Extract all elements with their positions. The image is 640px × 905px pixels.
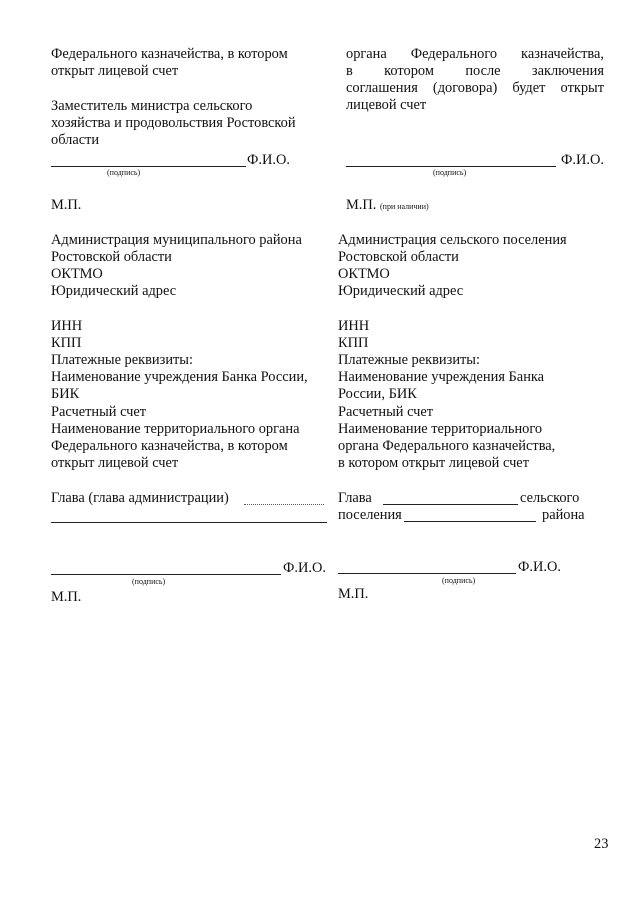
left-fio-label: Ф.И.О. xyxy=(247,152,290,168)
municipal-req-3: Платежные реквизиты: xyxy=(51,352,193,368)
rural-head-label: Глава xyxy=(338,490,372,506)
municipal-req-2: КПП xyxy=(51,335,82,351)
rural-req-3: Платежные реквизиты: xyxy=(338,352,480,368)
municipal-line-1: Администрация муниципального района xyxy=(51,232,302,248)
rural-head-suffix: сельского xyxy=(520,490,580,506)
rural-line-1: Администрация сельского поселения xyxy=(338,232,567,248)
municipal-line-4: Юридический адрес xyxy=(51,283,177,299)
left-signature-caption: (подпись) xyxy=(107,168,141,177)
municipal-signature-line xyxy=(51,574,281,575)
right-mp-note: (при наличии) xyxy=(380,202,429,211)
right-mp-label: М.П. (при наличии) xyxy=(346,197,429,213)
rural-req-8: органа Федерального казначейства, xyxy=(338,438,556,454)
left-top-line-2: открыт лицевой счет xyxy=(51,63,179,79)
rural-line-3: ОКТМО xyxy=(338,266,390,282)
rural-signature-caption: (подпись) xyxy=(442,576,476,585)
rural-req-6: Расчетный счет xyxy=(338,404,434,420)
rural-req-9: в котором открыт лицевой счет xyxy=(338,455,529,471)
rural-line-4: Юридический адрес xyxy=(338,283,464,299)
deputy-title-line-2: хозяйства и продовольствия Ростовской xyxy=(51,115,296,131)
rural-req-1: ИНН xyxy=(338,318,370,334)
rural-settlement-line xyxy=(404,521,536,522)
rural-district-suffix: района xyxy=(542,507,585,523)
right-signature-caption: (подпись) xyxy=(433,168,467,177)
rural-fio-label: Ф.И.О. xyxy=(518,559,561,575)
rural-settlement-label: поселения xyxy=(338,507,402,523)
right-signature-line xyxy=(346,166,556,167)
rural-signature-line xyxy=(338,573,516,574)
municipal-head-dotted-line xyxy=(244,504,324,505)
municipal-req-9: открыт лицевой счет xyxy=(51,455,179,471)
municipal-head-label: Глава (глава администрации) xyxy=(51,490,229,506)
municipal-req-8: Федерального казначейства, в котором xyxy=(51,438,288,454)
rural-req-7: Наименование территориального xyxy=(338,421,543,437)
rural-req-5: России, БИК xyxy=(338,386,417,402)
right-top-line-1: органа Федерального казначейства, xyxy=(346,46,604,62)
right-top-line-3: соглашения (договора) будет открыт xyxy=(346,80,604,96)
deputy-title-line-1: Заместитель министра сельского xyxy=(51,98,253,114)
left-signature-line xyxy=(51,166,246,167)
municipal-req-4: Наименование учреждения Банка России, xyxy=(51,369,308,385)
rural-req-4: Наименование учреждения Банка xyxy=(338,369,545,385)
page-number: 23 xyxy=(594,836,609,852)
left-mp-label: М.П. xyxy=(51,197,82,213)
municipal-req-6: Расчетный счет xyxy=(51,404,147,420)
municipal-req-7: Наименование территориального органа xyxy=(51,421,300,437)
municipal-fio-label: Ф.И.О. xyxy=(283,560,326,576)
left-top-line-1: Федерального казначейства, в котором xyxy=(51,46,288,62)
rural-mp-label: М.П. xyxy=(338,586,369,602)
right-top-line-4: лицевой счет xyxy=(346,97,427,113)
municipal-req-5: БИК xyxy=(51,386,80,402)
municipal-signature-caption: (подпись) xyxy=(132,577,166,586)
rural-line-2: Ростовской области xyxy=(338,249,459,265)
right-fio-label: Ф.И.О. xyxy=(561,152,604,168)
rural-head-line xyxy=(383,504,518,505)
municipal-line-3: ОКТМО xyxy=(51,266,103,282)
deputy-title-line-3: области xyxy=(51,132,100,148)
municipal-mp-label: М.П. xyxy=(51,589,82,605)
municipal-req-1: ИНН xyxy=(51,318,83,334)
rural-req-2: КПП xyxy=(338,335,369,351)
municipal-head-name-line xyxy=(51,522,327,523)
municipal-line-2: Ростовской области xyxy=(51,249,172,265)
right-top-line-2: в котором после заключения xyxy=(346,63,604,79)
